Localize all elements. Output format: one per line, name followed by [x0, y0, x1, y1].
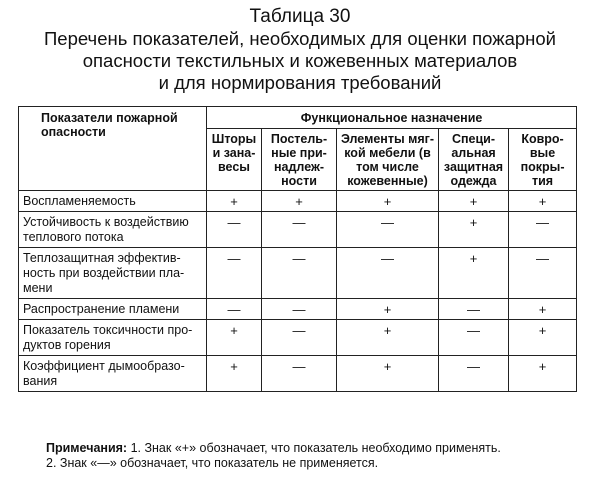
notes-title: Примечания: — [46, 441, 128, 455]
fire-hazard-table-container — [18, 106, 576, 392]
indicator-label — [19, 320, 207, 356]
applicability-mark: — — [337, 248, 439, 299]
table-caption — [0, 6, 600, 94]
column-header-5 — [509, 129, 577, 191]
applicability-mark: + — [509, 299, 577, 320]
column-header-line: кожевенные) — [347, 174, 428, 188]
indicator-label — [19, 356, 207, 392]
indicator-label-line: дуктов горения — [23, 338, 111, 352]
table-row — [19, 191, 577, 212]
header-indicators — [19, 107, 207, 191]
caption-line-1: Перечень показателей, необходимых для оценки пожарной — [44, 28, 556, 49]
column-header-2 — [262, 129, 337, 191]
applicability-mark: — — [262, 320, 337, 356]
column-header-4 — [439, 129, 509, 191]
applicability-mark: — — [262, 299, 337, 320]
indicator-label-line: Распространение пламени — [23, 302, 180, 316]
applicability-mark: — — [262, 248, 337, 299]
table-row — [19, 320, 577, 356]
indicator-label-line: Показатель токсичности про- — [23, 323, 193, 337]
applicability-mark: + — [337, 299, 439, 320]
applicability-mark: + — [337, 320, 439, 356]
column-header-line: Постель- — [270, 132, 328, 146]
applicability-mark: + — [337, 356, 439, 392]
table-body — [19, 191, 577, 392]
column-header-line: защитная — [443, 160, 504, 174]
note-1-text: 1. Знак «+» обозначает, что показатель необходимо применять. — [130, 441, 501, 455]
indicator-label-line: Теплозащитная эффектив- — [23, 251, 181, 265]
table-row — [19, 212, 577, 248]
column-header-line: Ковро- — [521, 132, 564, 146]
caption-line-2: опасности текстильных и кожевенных материалов — [82, 50, 518, 71]
applicability-mark: — — [262, 212, 337, 248]
header-functional-purpose: Функциональное назначение — [207, 107, 577, 129]
column-header-line: альная — [451, 146, 496, 160]
indicator-label — [19, 299, 207, 320]
applicability-mark: + — [509, 356, 577, 392]
column-header-line: весы — [218, 160, 250, 174]
indicator-label-line: Воспламеняемость — [23, 194, 136, 208]
table-notes — [46, 441, 501, 471]
column-header-line: ности — [281, 174, 317, 188]
column-header-line: ные при- — [271, 146, 327, 160]
applicability-mark: — — [207, 212, 262, 248]
applicability-mark: — — [509, 212, 577, 248]
indicator-label-line: вания — [23, 374, 58, 388]
indicator-label-line: мени — [23, 281, 53, 295]
applicability-mark: — — [439, 356, 509, 392]
column-header-line: надлеж- — [273, 160, 325, 174]
column-header-line: Шторы — [211, 132, 257, 146]
applicability-mark: + — [439, 191, 509, 212]
applicability-mark: + — [207, 356, 262, 392]
applicability-mark: — — [262, 356, 337, 392]
column-header-line: покры- — [520, 160, 565, 174]
column-header-line: и зана- — [212, 146, 256, 160]
table-number: Таблица 30 — [249, 6, 351, 27]
applicability-mark: + — [439, 212, 509, 248]
applicability-mark: + — [207, 191, 262, 212]
column-header-3 — [337, 129, 439, 191]
applicability-mark: + — [509, 320, 577, 356]
column-header-1 — [207, 129, 262, 191]
column-header-line: кой мебели (в — [344, 146, 431, 160]
applicability-mark: + — [207, 320, 262, 356]
indicator-label-line: Коэффициент дымообразо- — [23, 359, 185, 373]
column-header-line: том числе — [356, 160, 419, 174]
note-line-1 — [46, 441, 501, 456]
note-2-text: 2. Знак «—» обозначает, что показатель не применяется. — [46, 456, 379, 470]
applicability-mark: — — [439, 299, 509, 320]
applicability-mark: — — [439, 320, 509, 356]
applicability-mark: + — [509, 191, 577, 212]
applicability-mark: — — [337, 212, 439, 248]
applicability-mark: + — [262, 191, 337, 212]
column-header-line: тия — [531, 174, 554, 188]
applicability-mark: — — [509, 248, 577, 299]
column-header-line: одежда — [450, 174, 497, 188]
indicator-label-line: теплового потока — [23, 230, 124, 244]
applicability-mark: + — [439, 248, 509, 299]
applicability-mark: + — [337, 191, 439, 212]
column-header-line: Элементы мяг- — [340, 132, 435, 146]
column-header-line: Специ- — [451, 132, 496, 146]
indicator-label — [19, 212, 207, 248]
table-row — [19, 356, 577, 392]
header-indicators-text: Показатели пожарной опасности — [41, 111, 178, 139]
note-line-2 — [46, 456, 501, 471]
indicator-label-line: ность при воздействии пла- — [23, 266, 185, 280]
fire-hazard-table — [18, 106, 577, 392]
caption-line-3: и для нормирования требований — [158, 72, 442, 93]
indicator-label-line: Устойчивость к воздействию — [23, 215, 189, 229]
applicability-mark: — — [207, 248, 262, 299]
column-header-line: вые — [529, 146, 556, 160]
indicator-label — [19, 191, 207, 212]
indicator-label — [19, 248, 207, 299]
table-row — [19, 248, 577, 299]
applicability-mark: — — [207, 299, 262, 320]
table-row — [19, 299, 577, 320]
